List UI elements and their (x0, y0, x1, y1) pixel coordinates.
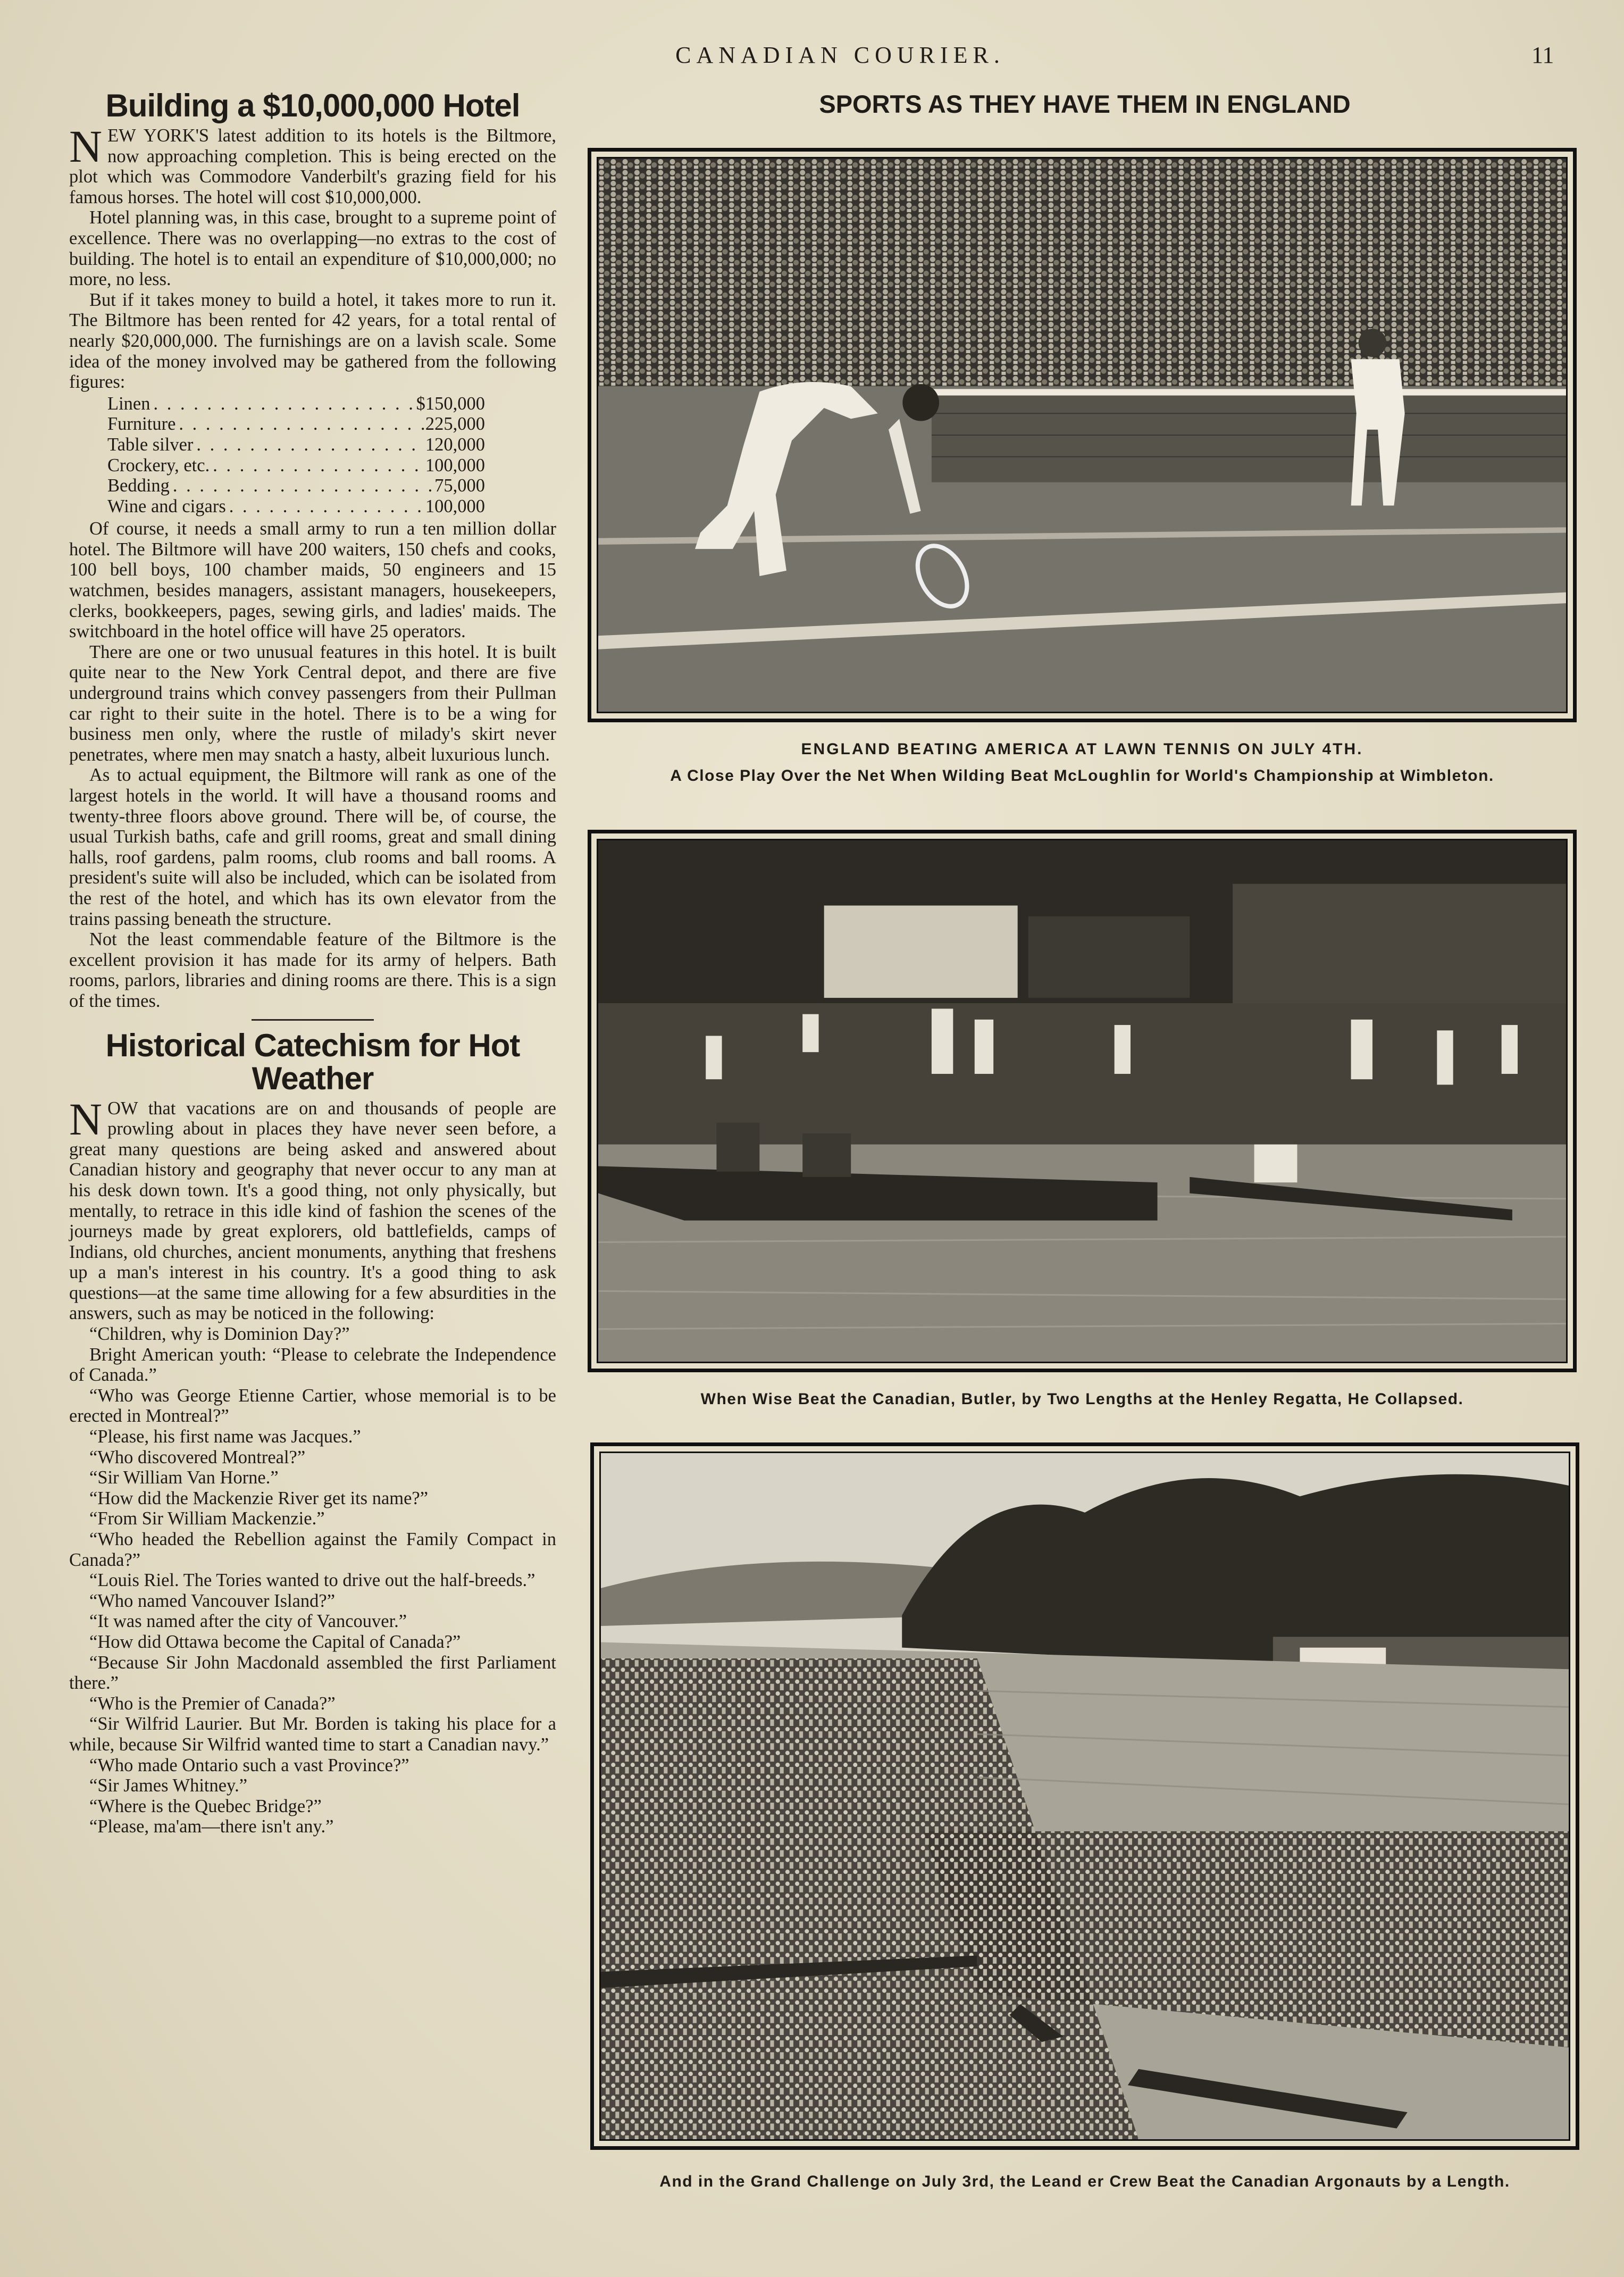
qa-line: “From Sir William Mackenzie.” (89, 1508, 325, 1529)
photo-henley-collapse (588, 830, 1577, 1372)
cost-item: Bedding (107, 476, 170, 496)
photo-grand-challenge-image (599, 1452, 1570, 2141)
cost-value: 100,000 (425, 455, 485, 476)
cost-figures-table (107, 394, 485, 517)
cost-value: 225,000 (425, 414, 485, 435)
qa-line: “Children, why is Dominion Day?” (89, 1324, 350, 1345)
photo-henley-collapse-image (597, 839, 1568, 1363)
cost-row (107, 496, 485, 517)
qa-line: “Who headed the Rebellion against the Family Compact in Canada?” (69, 1529, 556, 1570)
leader-dots (170, 476, 434, 496)
cost-item: Table silver (107, 434, 194, 455)
cost-row (107, 455, 485, 476)
article-paragraph: But if it takes money to build a hotel, it takes more to run it. The Biltmore has been rented for 42 years, for a total rental of nearly $20,000,000. The furnishings are on a lavish scale. Some idea of the money involved may be gathered from the following figures: (69, 289, 556, 393)
cost-item: Wine and cigars (107, 496, 226, 516)
qa-line: “Who named Vancouver Island?” (89, 1590, 336, 1611)
cost-row (107, 414, 485, 435)
qa-line: “How did Ottawa become the Capital of Canada?” (89, 1631, 461, 1652)
photo-grand-challenge (590, 1442, 1579, 2150)
article-hotel-lead (69, 121, 556, 207)
cost-row (107, 394, 485, 414)
cost-row (107, 435, 485, 455)
lead-text: OW that vacations are on and thousands of people are prowling about in places they have never seen before, a great many questions are being asked and answered about Canadian history and geography that never occur to any man at his desk down town. It's a good thing, not only physically, but mentally, to retrace in this idle kind of fashion the scenes of the journeys made by great explorers, old battlefields, camps of Indians, old churches, ancient monuments, anything that freshens up a man's interest in his country. It's a good thing to ask questions—at the same time allowing for a few absurdities in the answers, such as may be noticed in the following: (69, 1098, 556, 1324)
qa-line: “Where is the Quebec Bridge?” (89, 1796, 322, 1816)
article-hotel-title: Building a $10,000,000 Hotel (105, 88, 520, 123)
qa-line: “Louis Riel. The Tories wanted to drive out the half-breeds.” (89, 1570, 535, 1591)
qa-line: “Sir James Whitney.” (89, 1775, 248, 1796)
cost-item: Linen (107, 393, 150, 414)
article-paragraph: Not the least commendable feature of the Biltmore is the excellent provision it has made for its army of helpers. Bath rooms, parlors, libraries and dining rooms are there. This is a sign of the times. (69, 929, 556, 1011)
leader-dots (226, 496, 425, 517)
photo-grand-challenge-caption: And in the Grand Challenge on July 3rd, the Leand er Crew Beat the Canadian Argonauts by a Length. (659, 2173, 1510, 2190)
qa-line: “It was named after the city of Vancouver.” (89, 1611, 407, 1632)
article-paragraph: As to actual equipment, the Biltmore will rank as one of the largest hotels in the world. It will have a thousand rooms and twenty-three floors above ground. There will be, of course, the usual Turkish baths, cafe and grill rooms, great and small dining halls, roof gardens, palm rooms, club rooms and ball rooms. A president's suite will also be included, which can be isolated from the rest of the hotel, and which has its own elevator from the trains passing beneath the structure. (69, 765, 556, 929)
dropcap: N (69, 121, 103, 172)
leader-dots (193, 435, 425, 455)
photo-henley-collapse-caption: When Wise Beat the Canadian, Butler, by Two Lengths at the Henley Regatta, He Collapsed. (700, 1390, 1464, 1408)
qa-line: “Sir William Van Horne.” (89, 1467, 279, 1488)
qa-line: “Because Sir John Macdonald assembled the first Parliament there.” (69, 1652, 556, 1694)
qa-line: “Who is the Premier of Canada?” (89, 1693, 336, 1714)
left-column (69, 85, 556, 1837)
cost-value: 75,000 (434, 476, 485, 496)
photo-tennis (588, 148, 1577, 722)
cost-value: $150,000 (416, 393, 485, 414)
leader-dots (210, 455, 425, 476)
qa-list (69, 1324, 556, 1837)
cost-item: Furniture (107, 414, 176, 435)
article-paragraph: There are one or two unusual features in this hotel. It is built quite near to the New York Central depot, and there are five underground trains which convey passengers from their Pullman car right to their suite in the hotel. There is to be a wing for business men only, where the rustle of milady's skirt never penetrates, where men may snatch a hasty, albeit luxurious lunch. (69, 641, 556, 765)
page-number: 11 (1531, 42, 1554, 68)
running-head: CANADIAN COURIER. (675, 42, 1005, 68)
qa-line: “Who made Ontario such a vast Province?” (89, 1755, 409, 1775)
section-divider (252, 1019, 374, 1021)
article-catechism-title: Historical Catechism for Hot Weather (105, 1027, 520, 1096)
sports-section-title: SPORTS AS THEY HAVE THEM IN ENGLAND (819, 90, 1351, 118)
qa-line: Bright American youth: “Please to celebrate the Independence of Canada.” (69, 1344, 556, 1386)
article-catechism-lead (69, 1093, 556, 1324)
qa-line: “Please, his first name was Jacques.” (89, 1427, 361, 1447)
cost-row (107, 476, 485, 496)
qa-line: “Who discovered Montreal?” (89, 1447, 306, 1467)
photo-tennis-caption: A Close Play Over the Net When Wilding Beat McLoughlin for World's Championship at Wimbleton. (670, 767, 1494, 785)
qa-line: “Sir Wilfrid Laurier. But Mr. Borden is taking his place for a while, because Sir Wilfrid wanted time to start a Canadian navy.” (69, 1714, 556, 1755)
dropcap: N (69, 1093, 103, 1145)
cost-value: 100,000 (425, 496, 485, 516)
leader-dots (150, 394, 416, 414)
qa-line: “Please, ma'am—there isn't any.” (89, 1816, 334, 1837)
photo-tennis-image (597, 157, 1568, 713)
qa-line: “Who was George Etienne Cartier, whose memorial is to be erected in Montreal?” (69, 1385, 556, 1427)
cost-value: 120,000 (425, 434, 485, 455)
photo-tennis-caption-heading: ENGLAND BEATING AMERICA AT LAWN TENNIS ON JULY 4TH. (801, 740, 1363, 758)
article-paragraph: Hotel planning was, in this case, brought to a supreme point of excellence. There was no overlapping—no extras to the cost of building. The hotel is to entail an expenditure of $10,000,000; no more, no less. (69, 207, 556, 290)
qa-line: “How did the Mackenzie River get its name?” (89, 1488, 429, 1508)
article-paragraph: Of course, it needs a small army to run a ten million dollar hotel. The Biltmore will have 200 waiters, 150 chefs and cooks, 100 bell boys, 100 chamber maids, 50 engineers and 15 watchmen, besides managers, assistant managers, housekeepers, clerks, bookkeepers, pages, sewing girls, and ladies' maids. The switchboard in the hotel office will have 25 operators. (69, 519, 556, 642)
leader-dots (175, 414, 425, 435)
lead-text: EW YORK'S latest addition to its hotels is the Biltmore, now approaching completion. This is being erected on the plot which was Commodore Vanderbilt's grazing field for his famous horses. The hotel will cost $10,000,000. (69, 126, 556, 207)
cost-item: Crockery, etc. (107, 455, 210, 476)
